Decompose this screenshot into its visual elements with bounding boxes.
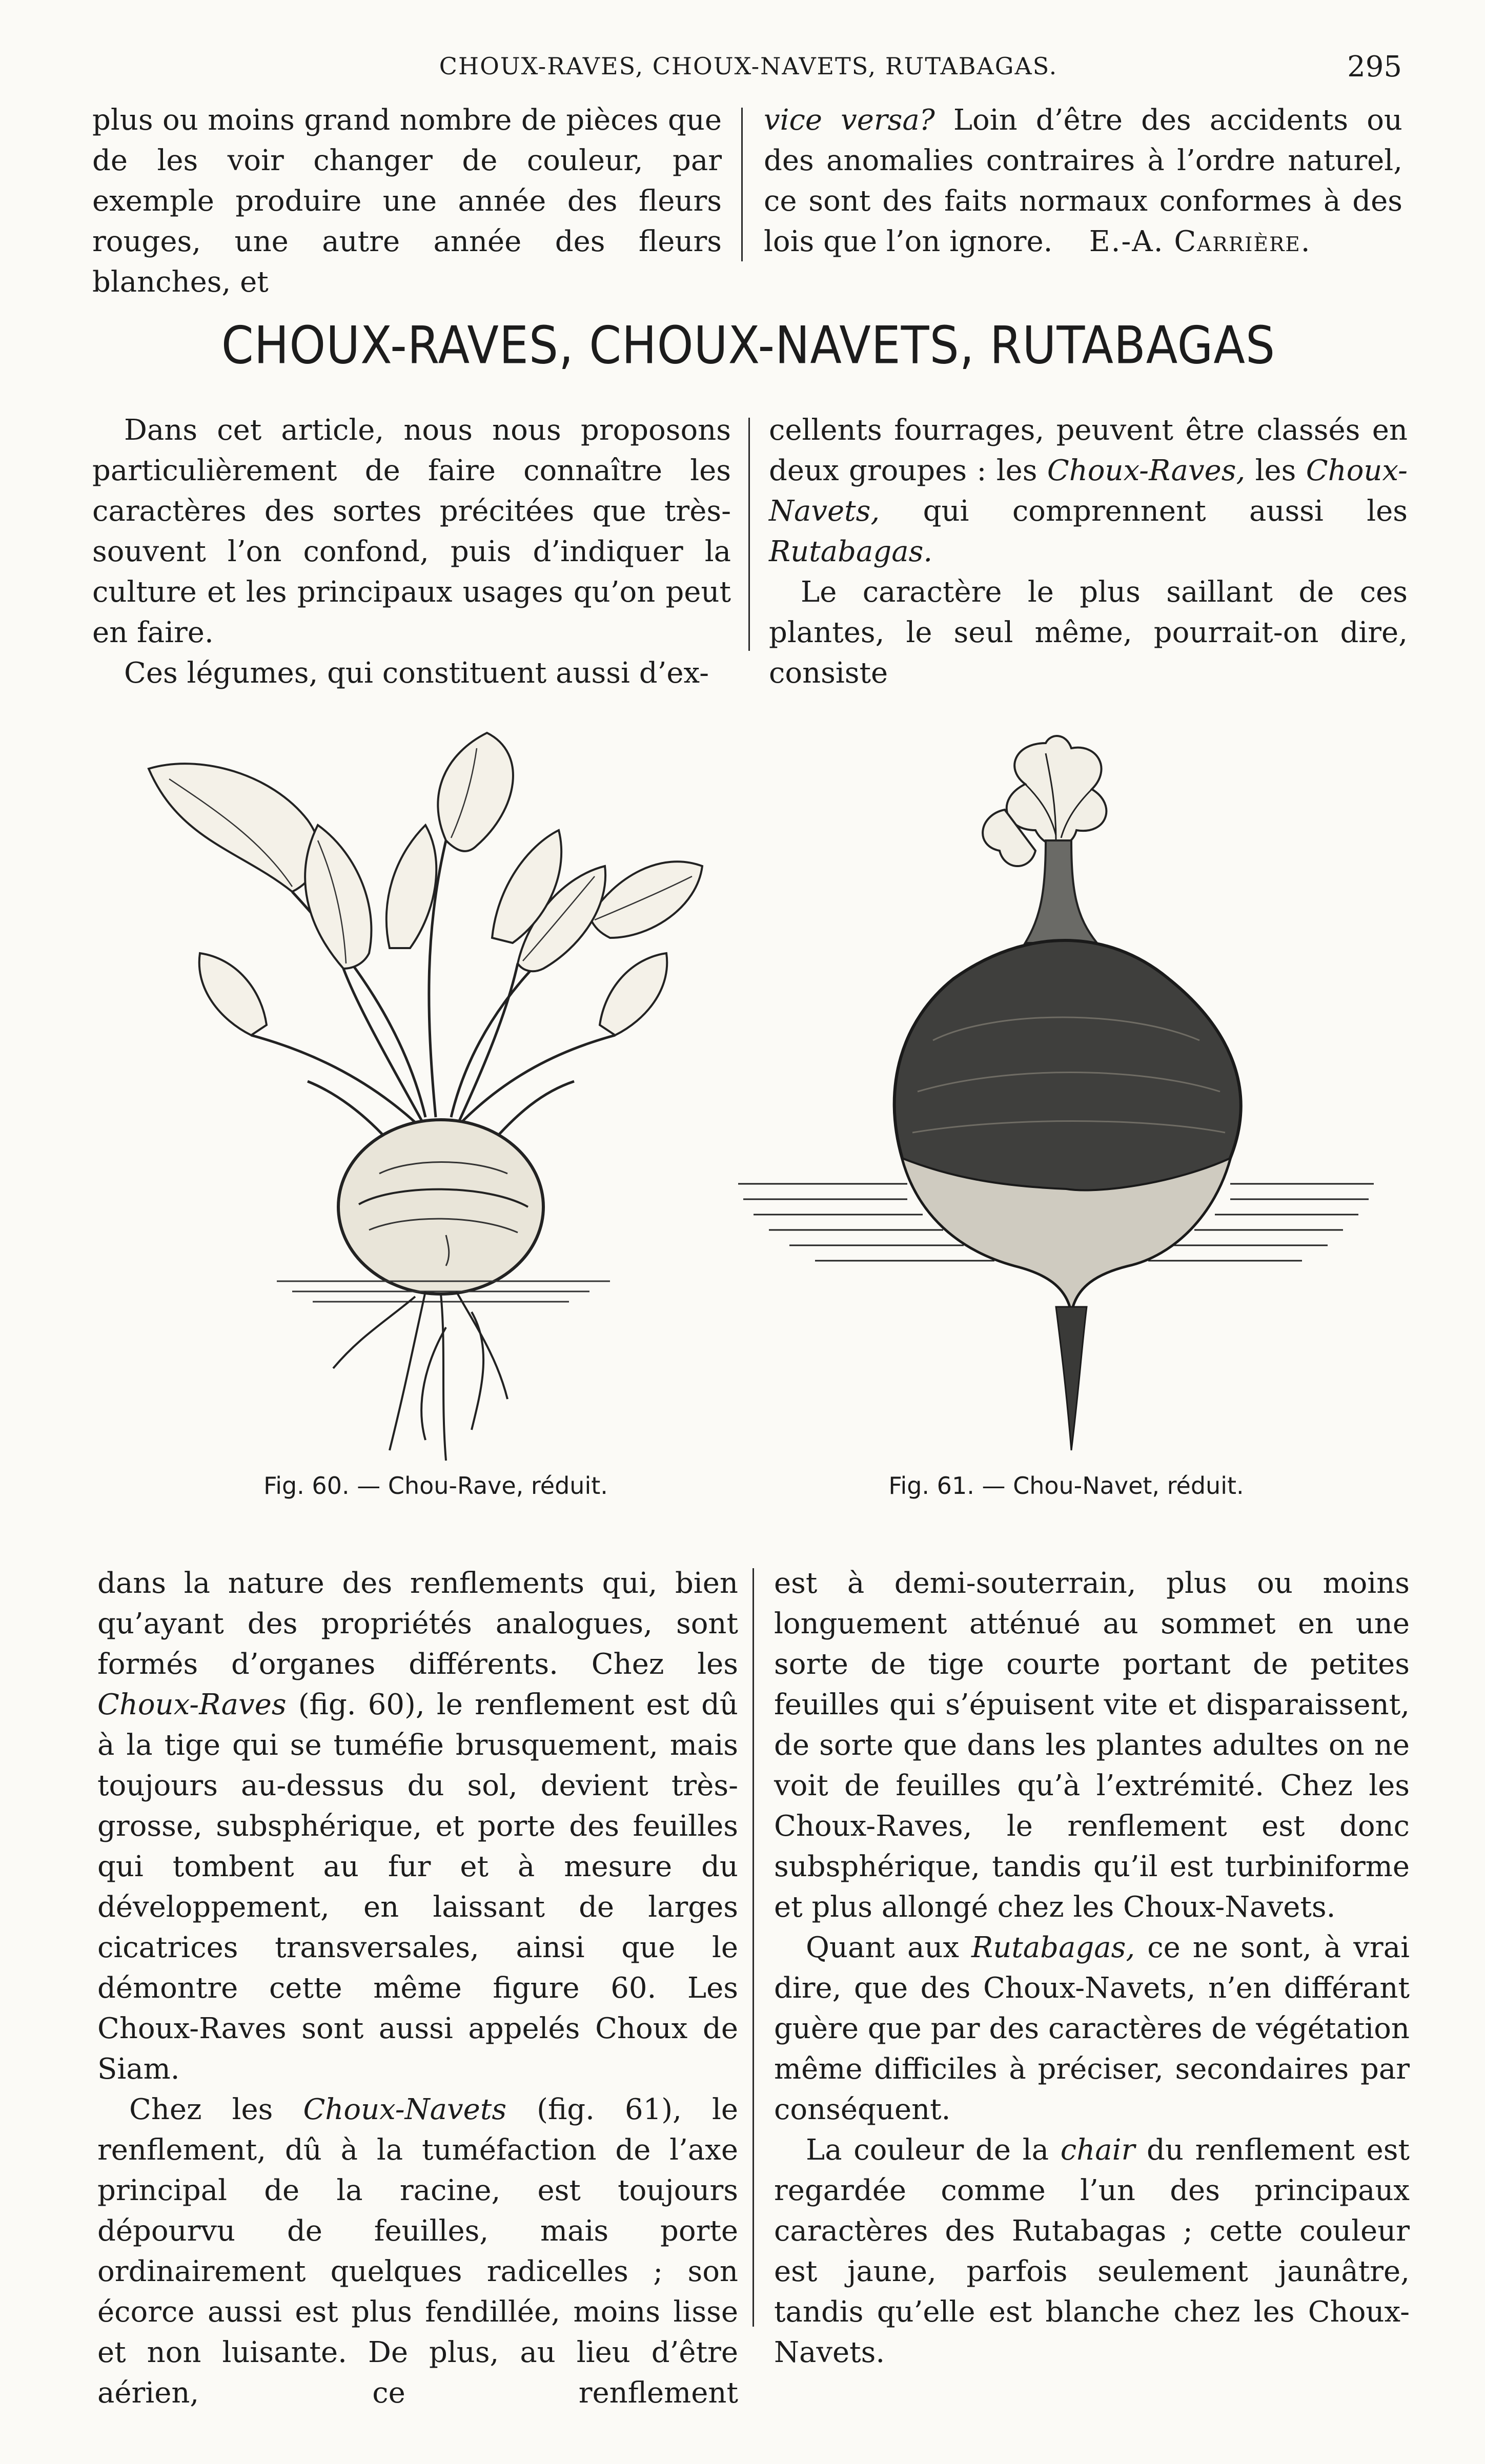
- figure-61-caption: Fig. 61. — Chou-Navet, réduit.: [888, 1472, 1244, 1500]
- author-signature: E.-A. Carrière.: [1089, 225, 1311, 258]
- text-run: La couleur de la: [806, 2133, 1061, 2167]
- italic-rutabagas: Rutabagas,: [971, 1931, 1135, 1964]
- text-run: (fig. 61), le renflement, dû à la tuméfaction de l’axe principal de la racine, est toujours dépourvu de feuilles, mais porte ordinairement quelques radicelles ; son écorce aussi est plus fendillée, moins lisse et non luisante. De plus, au lieu d’être aérien, ce renflement: [97, 2093, 738, 2410]
- top-right-body: Loin d’être des accidents ou des anomalies contraires à l’ordre naturel, ce sont des faits normaux conformes à des lois que l’on ignore.: [764, 104, 1403, 258]
- text-run: ce ne sont, à vrai dire, que des Choux-Navets, n’en différant guère que par des caractères de végétation même difficiles à préciser, secondaires par conséquent.: [774, 1931, 1410, 2126]
- italic-chair: chair: [1060, 2133, 1135, 2167]
- top-column-rule: [741, 108, 743, 261]
- top-right-text: [764, 100, 1402, 262]
- text-run: Quant aux: [806, 1931, 972, 1964]
- top-left-text: plus ou moins grand nombre de pièces que de les voir changer de couleur, par exemple produire une année des fleurs rouges, une autre année des fleurs blanches, et: [92, 104, 722, 299]
- text-run: qui comprennent aussi les: [880, 495, 1408, 528]
- body-left-column: [97, 1563, 738, 2413]
- body-right-column: [774, 1563, 1410, 2373]
- intro-left-column: [92, 410, 731, 693]
- text-run: (fig. 60), le renflement est dû à la tige qui se tuméfie brusquement, mais toujours au-dessus du sol, devient très-grosse, subsphérique, et porte des feuilles qui tombent au fur et à mesure du développement, en laissant de larges cicatrices transversales, ainsi que le démontre cette même figure 60. Les Choux-Raves sont aussi appelés Choux de Siam.: [97, 1688, 738, 2086]
- text-run: Chez les: [129, 2093, 303, 2126]
- italic-choux-raves: Choux-Raves: [97, 1688, 287, 1721]
- top-left-column: [92, 100, 722, 302]
- intro-right-paragraph-1: [769, 410, 1408, 572]
- italic-vice-versa: vice versa?: [764, 104, 935, 137]
- italic-choux-navets: Choux-Navets: [303, 2093, 507, 2126]
- body-left-paragraph-1: [97, 1563, 738, 2089]
- italic-choux-raves: Choux-Raves,: [1047, 454, 1246, 487]
- page-number: 295: [1347, 50, 1402, 84]
- intro-left-paragraph-2: Ces légumes, qui constituent aussi d’ex-: [124, 656, 709, 690]
- figure-60-caption: Fig. 60. — Chou-Rave, réduit.: [263, 1472, 608, 1500]
- top-right-column: [764, 100, 1402, 262]
- text-run: les: [1245, 454, 1306, 487]
- text-run: cellents fourrages, peuvent être classés en deux groupes : les: [769, 414, 1408, 487]
- article-title: CHOUX-RAVES, CHOUX-NAVETS, RUTABAGAS: [221, 315, 1276, 376]
- body-column-rule: [752, 1568, 754, 2327]
- body-right-paragraph-2: [774, 1927, 1410, 2130]
- italic-rutabagas: Rutabagas.: [769, 535, 933, 568]
- body-left-paragraph-2: [97, 2089, 738, 2413]
- running-head: CHOUX-RAVES, CHOUX-NAVETS, RUTABAGAS.: [439, 52, 1058, 80]
- text-run: du renflement est regardée comme l’un des principaux caractères des Rutabagas ; cette couleur est jaune, parfois seulement jaunâtre, tandis qu’elle est blanche chez les Choux-Navets.: [774, 2133, 1410, 2369]
- text-run: dans la nature des renflements qui, bien qu’ayant des propriétés analogues, sont formés d’organes différents. Chez les: [97, 1567, 738, 1681]
- intro-right-paragraph-2: Le caractère le plus saillant de ces plantes, le seul même, pourrait-on dire, consiste: [769, 576, 1408, 690]
- body-right-paragraph-1: est à demi-souterrain, plus ou moins longuement atténué au sommet en une sorte de tige courte portant de petites feuilles qui s’épuisent vite et disparaissent, de sorte que dans les plantes adultes on ne voit de feuilles qu’à l’extrémité. Chez les Choux-Raves, le renflement est donc subsphérique, tandis qu’il est turbiniforme et plus allongé chez les Choux-Navets.: [774, 1567, 1410, 1924]
- intro-right-column: [769, 410, 1408, 693]
- swede-turnip-illustration: [738, 723, 1374, 1455]
- intro-column-rule: [748, 418, 750, 651]
- kohlrabi-illustration: [138, 723, 713, 1471]
- body-right-paragraph-3: [774, 2130, 1410, 2373]
- italic-choux-navets: Choux-Navets,: [769, 454, 1408, 528]
- intro-left-paragraph-1: Dans cet article, nous nous proposons particulièrement de faire connaître les caractères des sortes précitées que très-souvent l’on confond, puis d’indiquer la culture et les principaux usages qu’on peut en faire.: [92, 414, 731, 649]
